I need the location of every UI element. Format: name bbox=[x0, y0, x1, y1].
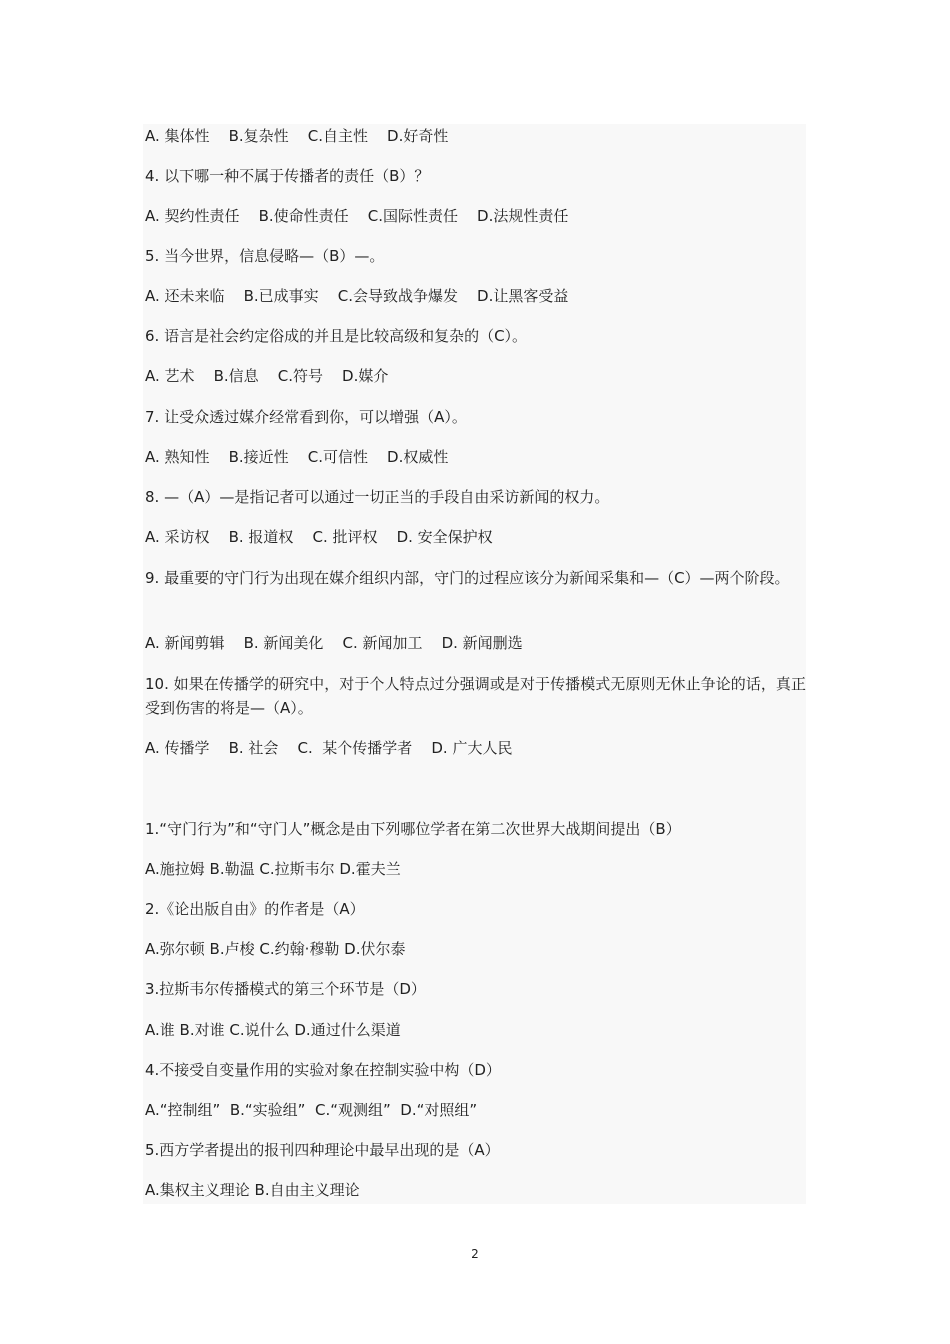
options-q4: A. 契约性责任 B.使命性责任 C.国际性责任 D.法规性责任 bbox=[145, 207, 569, 225]
options-q8: A. 采访权 B. 报道权 C. 批评权 D. 安全保护权 bbox=[145, 528, 493, 546]
question-5: 5. 当今世界，信息侵略—（B）—。 bbox=[145, 247, 385, 265]
question-6: 6. 语言是社会约定俗成的并且是比较高级和复杂的（C）。 bbox=[145, 327, 528, 345]
options-q7: A. 熟知性 B.接近性 C.可信性 D.权威性 bbox=[145, 448, 449, 466]
options-q9: A. 新闻剪辑 B. 新闻美化 C. 新闻加工 D. 新闻删选 bbox=[145, 634, 523, 652]
document-body bbox=[143, 124, 806, 1204]
section2-question-2: 2.《论出版自由》的作者是（A） bbox=[145, 900, 365, 918]
section2-options-5: A.集权主义理论 B.自由主义理论 bbox=[145, 1181, 360, 1199]
page-number: 2 bbox=[471, 1247, 479, 1261]
question-8: 8. —（A）—是指记者可以通过一切正当的手段自由采访新闻的权力。 bbox=[145, 488, 610, 506]
options-q10: A. 传播学 B. 社会 C. 某个传播学者 D. 广大人民 bbox=[145, 739, 513, 757]
options-q6: A. 艺术 B.信息 C.符号 D.媒介 bbox=[145, 367, 389, 385]
section2-question-3: 3.拉斯韦尔传播模式的第三个环节是（D） bbox=[145, 980, 426, 998]
options-q5: A. 还未来临 B.已成事实 C.会导致战争爆发 D.让黑客受益 bbox=[145, 287, 569, 305]
question-4: 4. 以下哪一种不属于传播者的责任（B）？ bbox=[145, 167, 430, 185]
section2-options-4: A.“控制组” B.“实验组” C.“观测组” D.“对照组” bbox=[145, 1101, 478, 1119]
section2-options-3: A.谁 B.对谁 C.说什么 D.通过什么渠道 bbox=[145, 1021, 401, 1039]
question-10: 10. 如果在传播学的研究中，对于个人特点过分强调或是对于传播模式无原则无休止争论的话，真正受到伤害的将是—（A）。 bbox=[145, 675, 806, 717]
question-7: 7. 让受众透过媒介经常看到你，可以增强（A）。 bbox=[145, 408, 467, 426]
section2-question-1: 1.“守门行为”和“守门人”概念是由下列哪位学者在第二次世界大战期间提出（B） bbox=[145, 820, 681, 838]
section2-question-4: 4.不接受自变量作用的实验对象在控制实验中构（D） bbox=[145, 1061, 501, 1079]
section2-question-5: 5.西方学者提出的报刊四种理论中最早出现的是（A） bbox=[145, 1141, 500, 1159]
section2-options-1: A.施拉姆 B.勒温 C.拉斯韦尔 D.霍夫兰 bbox=[145, 860, 401, 878]
section2-options-2: A.弥尔顿 B.卢梭 C.约翰·穆勒 D.伏尔泰 bbox=[145, 940, 406, 958]
question-9: 9. 最重要的守门行为出现在媒介组织内部，守门的过程应该分为新闻采集和—（C）—两个阶段。 bbox=[145, 569, 790, 587]
options-q3: A. 集体性 B.复杂性 C.自主性 D.好奇性 bbox=[145, 127, 449, 145]
